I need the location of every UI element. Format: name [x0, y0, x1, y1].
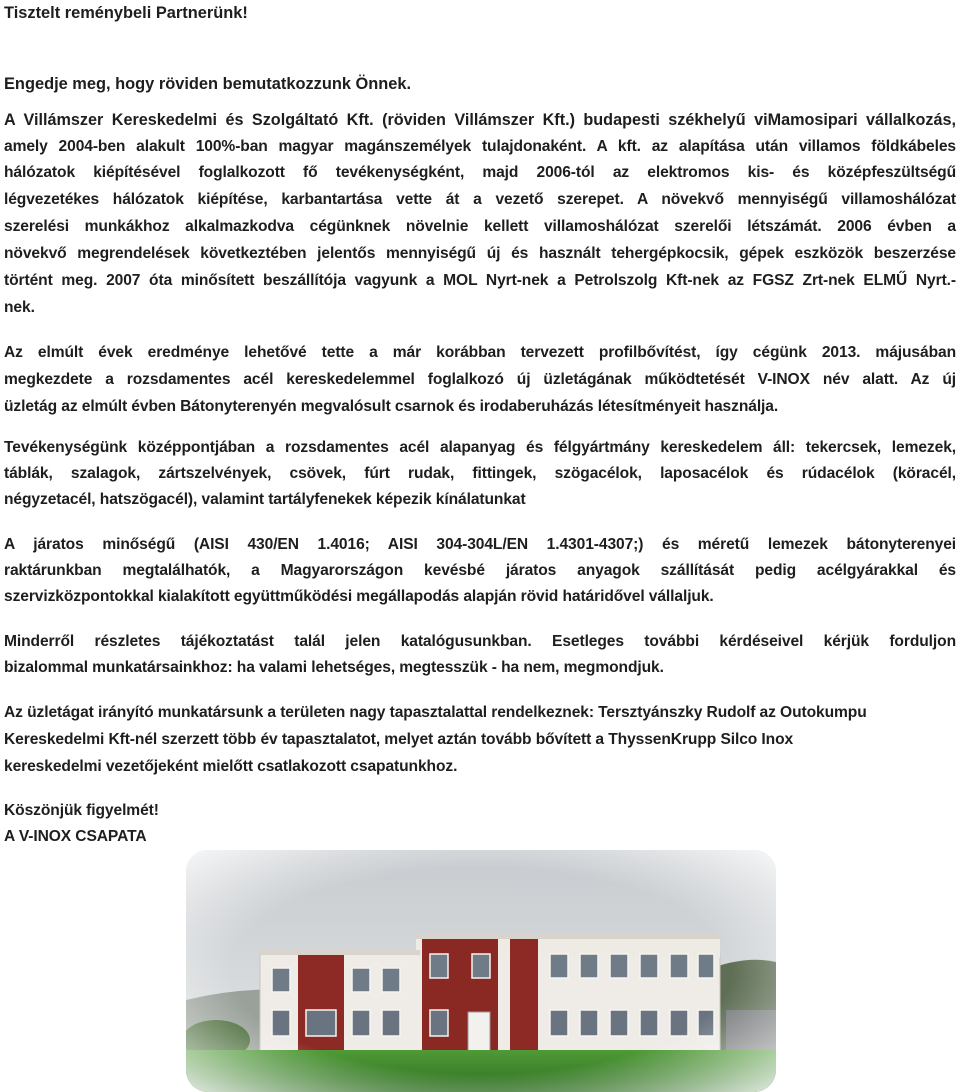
entrance-door — [468, 1012, 490, 1054]
paragraph-line: történt meg. 2007 óta minősített beszállítója vagyunk a MOL Nyrt-nek a Petrolszolg Kft-nek az FGSZ Zrt-nek ELMŰ Nyrt.- — [4, 272, 956, 289]
greeting: Tisztelt reménybeli Partnerünk! — [4, 4, 248, 22]
paragraph-line: A járatos minőségű (AISI 430/EN 1.4016; AISI 304-304L/EN 1.4301-4307;) és méretű lemezek bátonyterenyei — [4, 536, 956, 553]
brick-section — [298, 954, 344, 1054]
paragraph-line: szerelési munkákhoz alkalmazkodva cégünknek növelnie kellett villamoshálózat szerelői létszámát. 2006 évben a — [4, 218, 956, 235]
paragraph-line: A Villámszer Kereskedelmi és Szolgáltató Kft. (röviden Villámszer Kft.) budapesti székhelyű viMamosipari vállalkozás, — [4, 111, 956, 129]
building-illustration — [186, 850, 776, 1092]
paragraph-line: szervizközpontokkal kialakított együttműködési megállapodás alapján rövid határidővel vállaljuk. — [4, 588, 714, 605]
paragraph-line: táblák, szalagok, zártszelvények, csövek, fúrt rudak, fittingek, szögacélok, laposacélok és rúdacélok (köracél, — [4, 465, 956, 482]
paragraph-line: Az elmúlt évek eredménye lehetővé tette a már korábban tervezett profilbővítést, így cégünk 2013. májusában — [4, 344, 956, 361]
paragraph-line: Minderről részletes tájékoztatást talál jelen katalógusunkban. Esetleges további kérdéseivel kérjük forduljon — [4, 633, 956, 650]
paragraph-line: üzletág az elmúlt évben Bátonyterenyén megvalósult csarnok és irodaberuházás létesítményeit használja. — [4, 398, 779, 415]
intro-line: Engedje meg, hogy röviden bemutatkozzunk Önnek. — [4, 75, 412, 93]
paragraph-line: Tevékenységünk középpontjában a rozsdamentes acél alapanyag és félgyártmány kereskedelem áll: tekercsek, lemezek, — [4, 439, 956, 456]
roof-edge — [260, 950, 420, 955]
paragraph-line: bizalommal munkatársainkhoz: ha valami lehetséges, megtesszük - ha nem, megmondjuk. — [4, 659, 664, 676]
paragraph-line: raktárunkban megtalálhatók, a Magyarországon kevésbé járatos anyagok szállítását pedig acélgyárakkal és — [4, 562, 956, 579]
paragraph-line: Az üzletágat irányító munkatársunk a területen nagy tapasztalattal rendelkeznek: Tersztyánszky Rudolf az Outokumpu — [4, 704, 867, 721]
shed — [726, 1010, 776, 1050]
building-photo — [186, 850, 776, 1092]
lawn — [186, 1050, 776, 1092]
brick-section — [510, 938, 538, 1054]
signature: A V-INOX CSAPATA — [4, 828, 147, 845]
paragraph-line: nek. — [4, 299, 35, 316]
roof-edge — [414, 934, 722, 939]
paragraph-line: megkezdete a rozsdamentes acél kereskedelemmel foglalkozó új üzletágának működtetését V-INOX név alatt. Az új — [4, 371, 956, 388]
paragraph-line: kereskedelmi vezetőjeként mielőtt csatlakozott csapatunkhoz. — [4, 758, 458, 775]
paragraph-line: légvezetékes hálózatok kiépítése, karbantartása vette át a vezető szerepet. A növekvő mennyiségű villamoshálózat — [4, 191, 956, 208]
closing-line: Köszönjük figyelmét! — [4, 802, 159, 819]
paragraph-line: négyzetacél, hatszögacél), valamint tartályfenekek képezik kínálatunkat — [4, 491, 526, 508]
paragraph-line: amely 2004-ben alakult 100%-ban magyar magánszemélyek tulajdonaként. A kft. az alapítása után villamos földkábeles — [4, 138, 956, 155]
paragraph-line: hálózatok kiépítésével foglalkozott fő tevékenységként, majd 2006-tól az elektromos kis- és középfeszültségű — [4, 164, 956, 181]
paragraph-line: növekvő megrendelések következtében jelentős mennyiségű új és használt tehergépkocsik, gépek eszközök beszerzése — [4, 245, 956, 262]
paragraph-line: Kereskedelmi Kft-nél szerzett több év tapasztalatot, melyet aztán tovább bővített a ThyssenKrupp Silco Inox — [4, 731, 794, 748]
